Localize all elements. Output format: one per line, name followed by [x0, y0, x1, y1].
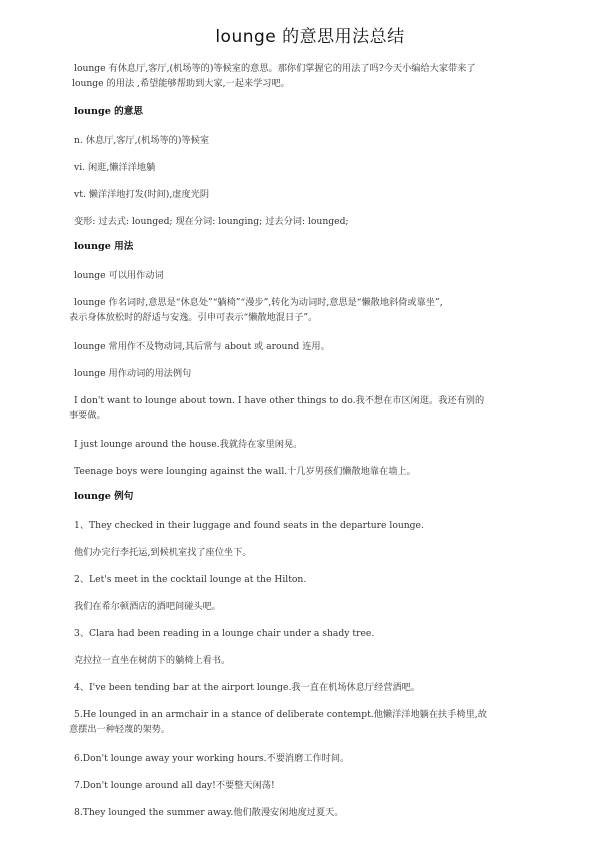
section-heading-examples: lounge 例句	[74, 491, 134, 502]
usage-example	[69, 393, 546, 423]
meaning-item: vt. 懒洋洋地打发(时间),虚度光阴	[74, 189, 210, 200]
example-sentence	[69, 707, 546, 737]
example-sentence: 3、Clara had been reading in a lounge chair under a shady tree.	[74, 628, 375, 639]
meaning-item: 变形: 过去式: lounged; 现在分词: lounging; 过去分词: lounged;	[74, 216, 349, 227]
usage-line: 事要做。	[69, 410, 106, 421]
example-translation: 克拉拉一直坐在树荫下的躺椅上看书。	[74, 655, 231, 666]
meaning-item: vi. 闲逛,懒洋洋地躺	[74, 162, 156, 173]
usage-paragraph	[69, 295, 546, 325]
usage-paragraph: lounge 可以用作动词	[74, 270, 164, 281]
example-line: 5.He lounged in an armchair in a stance of deliberate contempt.他懒洋洋地躺在扶手椅里,故	[74, 709, 487, 720]
intro-line: lounge 有休息厅,客厅,(机场等的)等候室的意思。那你们掌握它的用法了吗?今天小编给大家带来了	[74, 63, 476, 74]
usage-example: I just lounge around the house.我就待在家里闲晃。	[74, 439, 303, 450]
meaning-item: n. 休息厅,客厅,(机场等的)等候室	[74, 135, 210, 146]
usage-paragraph: lounge 用作动词的用法例句	[74, 368, 192, 379]
example-line: 意摆出一种轻蔑的架势。	[69, 724, 171, 735]
section-heading-meaning: lounge 的意思	[74, 106, 143, 117]
example-sentence: 7.Don't lounge around all day!不要整天闲荡!	[74, 780, 275, 791]
usage-example: Teenage boys were lounging against the wall.十几岁男孩们懒散地靠在墙上。	[74, 466, 416, 477]
example-sentence: 8.They lounged the summer away.他们散漫安闲地度过夏天。	[74, 807, 344, 818]
usage-paragraph: lounge 常用作不及物动词,其后常与 about 或 around 连用。	[74, 341, 330, 352]
intro-line: lounge 的用法 ,希望能够帮助到大家,一起来学习吧。	[72, 78, 290, 89]
usage-line: lounge 作名词时,意思是“休息处”“躺椅”“漫步”,转化为动词时,意思是“懒散地斜倚或靠坐”,	[74, 297, 443, 308]
example-sentence: 6.Don't lounge away your working hours.不要消磨工作时间。	[74, 753, 350, 764]
intro-paragraph	[74, 61, 546, 91]
page-title: lounge 的意思用法总结	[215, 27, 405, 47]
section-heading-usage: lounge 用法	[74, 241, 134, 252]
example-translation: 我们在希尔顿酒店的酒吧间碰头吧。	[74, 601, 221, 612]
example-sentence: 4、I've been tending bar at the airport lounge.我一直在机场休息厅经营酒吧。	[74, 682, 421, 693]
example-sentence: 1、They checked in their luggage and found seats in the departure lounge.	[74, 520, 424, 531]
example-translation: 他们办完行李托运,到候机室找了座位坐下。	[74, 547, 252, 558]
usage-line: 表示身体放松时的舒适与安逸。引申可表示“懒散地混日子”。	[69, 312, 318, 323]
usage-line: I don't want to lounge about town. I have other things to do.我不想在市区闲逛。我还有别的	[74, 395, 485, 406]
example-sentence: 2、Let's meet in the cocktail lounge at the Hilton.	[74, 574, 307, 585]
